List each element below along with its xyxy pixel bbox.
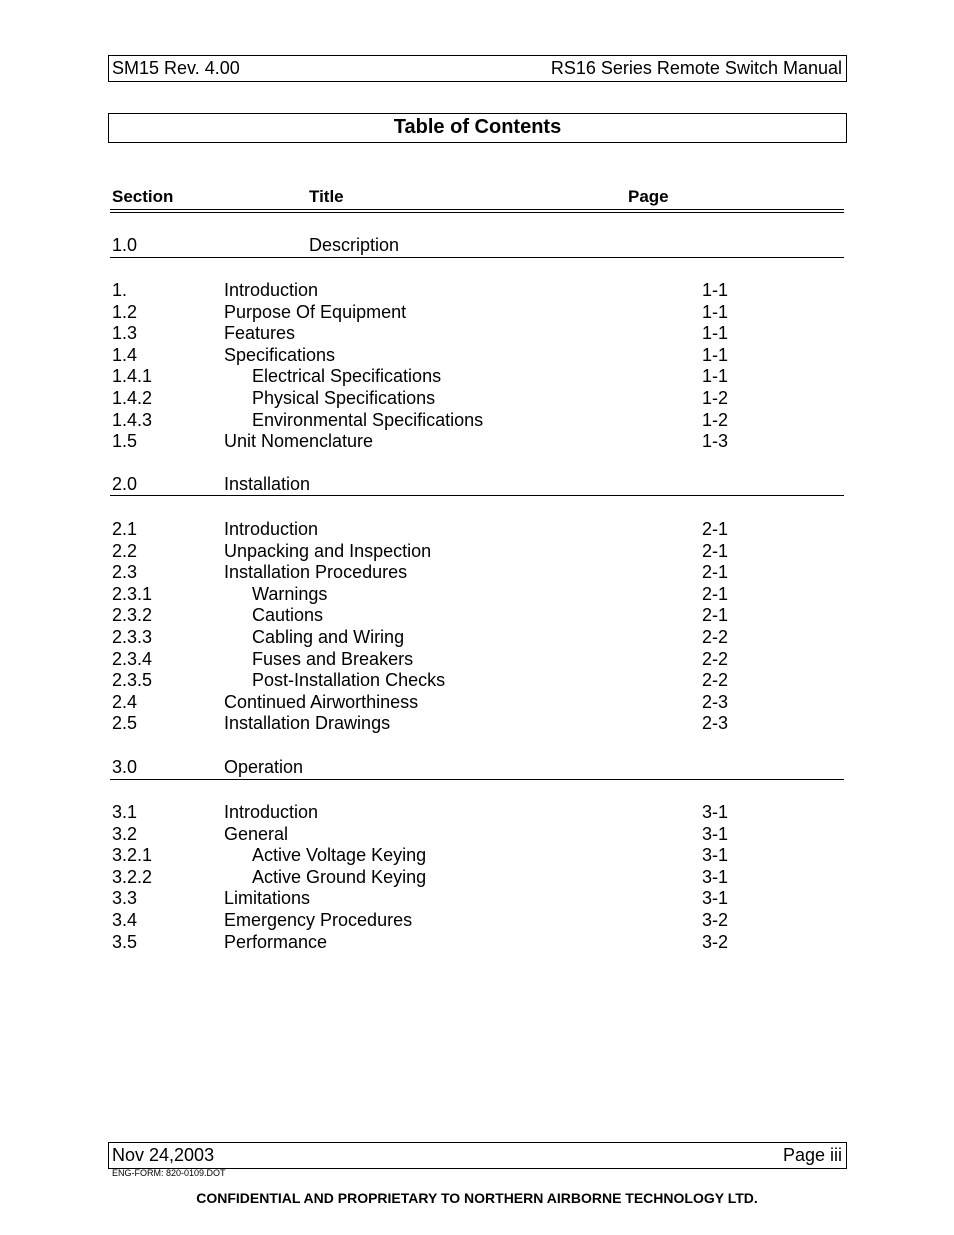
- entry-title: Installation Drawings: [224, 713, 391, 734]
- toc-entry: [0, 345, 954, 367]
- entry-title: Active Voltage Keying: [252, 845, 427, 866]
- entry-number: 3.1: [112, 802, 138, 822]
- toc-entry: [0, 802, 954, 824]
- toc-entry: [0, 388, 954, 410]
- entry-page: 1-1: [702, 323, 729, 344]
- toc-entry: [0, 670, 954, 692]
- toc-entry: [0, 302, 954, 324]
- entry-page: 3-1: [702, 802, 729, 822]
- toc-entry: [0, 280, 954, 302]
- entry-title: Cabling and Wiring: [252, 627, 405, 647]
- entry-title: Electrical Specifications: [252, 366, 442, 387]
- column-title: Title: [309, 187, 344, 206]
- entry-number: 3.2.1: [112, 845, 153, 866]
- toc-entry: [0, 323, 954, 345]
- entry-title: Emergency Procedures: [224, 910, 413, 930]
- toc-entry: [0, 649, 954, 671]
- entry-number: 2.3.1: [112, 583, 153, 604]
- entry-page: 1-1: [702, 366, 729, 387]
- entry-number: 2.2: [112, 540, 138, 561]
- form-id: ENG-FORM: 820-0109.DOT: [112, 1168, 226, 1178]
- toc-entry: [0, 867, 954, 889]
- entry-page: 2-1: [702, 562, 729, 583]
- entry-title: Unpacking and Inspection: [224, 540, 432, 561]
- entry-title: General: [224, 823, 289, 844]
- entry-number: 1.2: [112, 301, 138, 322]
- entry-page: 3-1: [702, 866, 729, 887]
- toc-entry: [0, 824, 954, 846]
- entry-number: 1.4.3: [112, 409, 153, 430]
- entry-page: 2-1: [702, 605, 729, 626]
- toc-title: Table of Contents: [393, 116, 562, 138]
- section-heading-title: Installation: [224, 474, 311, 494]
- entry-title: Installation Procedures: [224, 562, 408, 583]
- entry-title: Active Ground Keying: [252, 866, 427, 887]
- entry-page: 2-1: [702, 519, 729, 539]
- entry-title: Post-Installation Checks: [252, 670, 446, 691]
- page-footer: [108, 1142, 847, 1169]
- entry-number: 2.3.2: [112, 605, 153, 626]
- entry-number: 3.5: [112, 931, 138, 952]
- entry-title: Unit Nomenclature: [224, 431, 374, 452]
- toc-entry: [0, 910, 954, 932]
- entry-number: 2.3.4: [112, 648, 153, 669]
- entry-number: 1.: [112, 280, 128, 300]
- entry-number: 3.4: [112, 910, 138, 930]
- entry-title: Introduction: [224, 280, 319, 300]
- toc-entry: [0, 562, 954, 584]
- entry-title: Cautions: [252, 605, 324, 626]
- entry-page: 2-2: [702, 670, 729, 691]
- entry-page: 1-1: [702, 344, 729, 365]
- column-section: Section: [112, 187, 174, 206]
- entry-title: Performance: [224, 931, 328, 952]
- toc-entry: [0, 519, 954, 541]
- entry-page: 2-1: [702, 540, 729, 561]
- toc-entry: [0, 541, 954, 563]
- entry-title: Purpose Of Equipment: [224, 301, 407, 322]
- entry-number: 1.4.2: [112, 388, 153, 408]
- entry-number: 3.2.2: [112, 866, 153, 887]
- entry-number: 2.5: [112, 713, 138, 734]
- page-number: Page iii: [782, 1145, 842, 1165]
- entry-title: Warnings: [252, 583, 328, 604]
- toc-entry: [0, 410, 954, 432]
- toc-entry: [0, 605, 954, 627]
- doc-number: SM15 Rev. 4.00: [112, 58, 240, 78]
- entry-page: 1-3: [702, 431, 729, 452]
- entry-title: Introduction: [224, 519, 319, 539]
- section-heading-number: 1.0: [112, 235, 138, 255]
- entry-page: 2-3: [702, 691, 729, 712]
- revision-date: Nov 24,2003: [112, 1145, 215, 1165]
- entry-title: Introduction: [224, 802, 319, 822]
- section-rule: [110, 779, 844, 780]
- entry-title: Features: [224, 323, 296, 344]
- header-rule-bottom: [110, 212, 844, 213]
- toc-entry: [0, 888, 954, 910]
- column-page: Page: [628, 187, 669, 206]
- section-rule: [110, 495, 844, 496]
- entry-number: 2.3: [112, 562, 138, 583]
- entry-title: Limitations: [224, 888, 311, 909]
- toc-entry: [0, 627, 954, 649]
- section-heading-title: Operation: [224, 757, 304, 777]
- entry-page: 1-1: [702, 301, 729, 322]
- section-rule: [110, 257, 844, 258]
- entry-page: 1-2: [702, 409, 729, 430]
- entry-page: 3-1: [702, 845, 729, 866]
- entry-number: 3.3: [112, 888, 138, 909]
- entry-page: 2-2: [702, 627, 729, 647]
- entry-number: 2.3.5: [112, 670, 153, 691]
- entry-number: 1.3: [112, 323, 138, 344]
- header-rule-top: [110, 209, 844, 210]
- entry-page: 2-2: [702, 648, 729, 669]
- entry-number: 1.4.1: [112, 366, 153, 387]
- entry-page: 2-1: [702, 583, 729, 604]
- entry-page: 1-2: [702, 388, 729, 408]
- toc-entry: [0, 932, 954, 954]
- entry-page: 1-1: [702, 280, 729, 300]
- toc-entry: [0, 692, 954, 714]
- entry-title: Specifications: [224, 344, 336, 365]
- entry-number: 3.2: [112, 823, 138, 844]
- entry-page: 3-2: [702, 910, 729, 930]
- section-heading-title: Description: [309, 235, 400, 255]
- entry-page: 2-3: [702, 713, 729, 734]
- entry-number: 2.1: [112, 519, 138, 539]
- entry-number: 2.3.3: [112, 627, 153, 647]
- confidential-notice: CONFIDENTIAL AND PROPRIETARY TO NORTHERN AIRBORNE TECHNOLOGY LTD.: [196, 1190, 758, 1206]
- toc-entry: [0, 845, 954, 867]
- entry-title: Fuses and Breakers: [252, 648, 414, 669]
- entry-number: 1.5: [112, 431, 138, 452]
- entry-number: 1.4: [112, 344, 138, 365]
- entry-number: 2.4: [112, 691, 138, 712]
- entry-page: 3-1: [702, 823, 729, 844]
- section-heading-number: 3.0: [112, 757, 138, 777]
- entry-title: Environmental Specifications: [252, 409, 484, 430]
- entry-title: Continued Airworthiness: [224, 691, 419, 712]
- toc-entry: [0, 366, 954, 388]
- entry-page: 3-2: [702, 931, 729, 952]
- toc-entry: [0, 431, 954, 453]
- entry-page: 3-1: [702, 888, 729, 909]
- section-heading-number: 2.0: [112, 474, 138, 494]
- toc-entry: [0, 584, 954, 606]
- manual-title: RS16 Series Remote Switch Manual: [550, 58, 842, 78]
- entry-title: Physical Specifications: [252, 388, 436, 408]
- toc-entry: [0, 713, 954, 735]
